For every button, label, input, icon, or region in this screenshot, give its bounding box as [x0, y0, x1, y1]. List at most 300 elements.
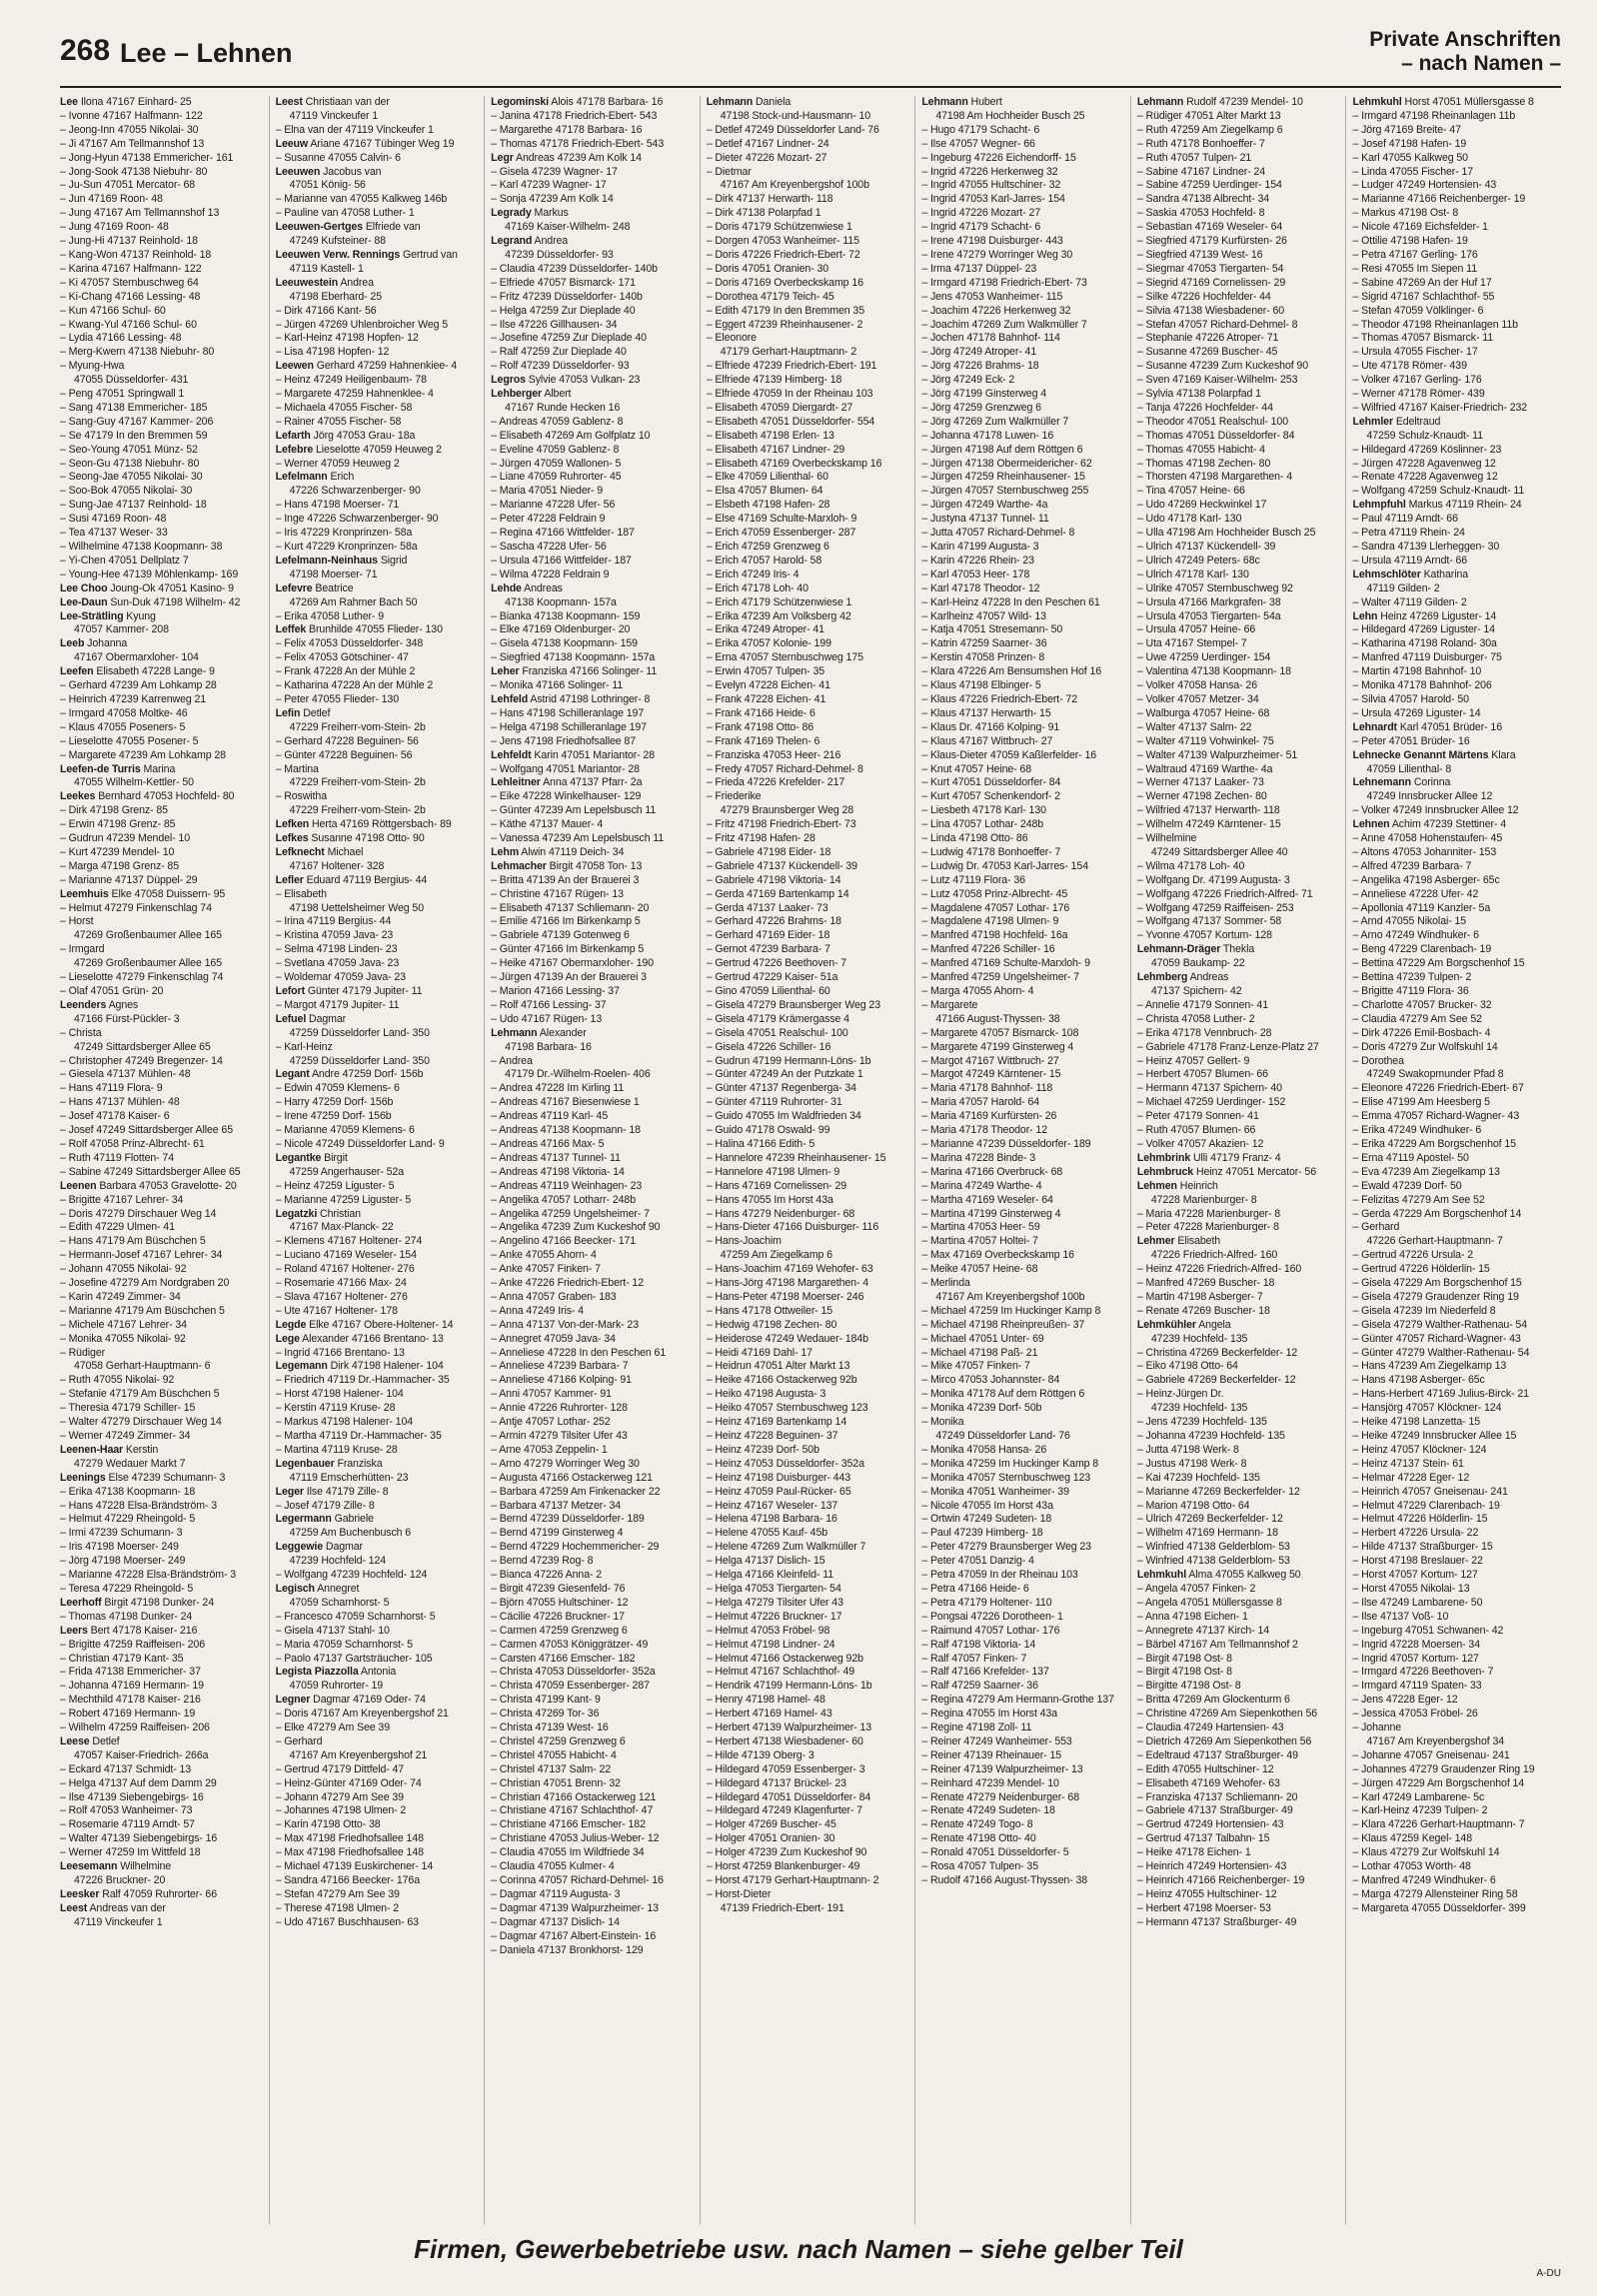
entry-text: – Wilma 47178 Loh- 40 — [1136, 859, 1245, 872]
directory-entry — [707, 1082, 909, 1096]
entry-text: – Walburga 47057 Heine- 68 — [1136, 706, 1270, 719]
entry-text: – Siegrid 47169 Cornelissen- 29 — [1136, 276, 1286, 289]
entry-text: – Kurt 47239 Mendel- 10 — [60, 845, 175, 858]
directory-entry — [707, 818, 909, 832]
entry-text: – Kai 47239 Hochfeld- 135 — [1136, 1471, 1260, 1484]
entry-text: – Erich 47249 Iris- 4 — [706, 568, 799, 580]
entry-text: – Irene 47198 Duisburger- 443 — [921, 235, 1063, 248]
directory-entry — [276, 1068, 479, 1082]
entry-text: – Sandra 47139 Llerheggen- 30 — [1352, 541, 1500, 553]
directory-entry — [1137, 888, 1340, 902]
directory-entry — [921, 569, 1124, 582]
directory-entry — [921, 1749, 1124, 1763]
directory-entry — [60, 1152, 263, 1166]
entry-text: Anna 47137 Pfarr- 2a — [543, 776, 643, 789]
entry-text: – Maria 47059 Scharnhorst- 5 — [275, 1638, 413, 1651]
entry-text: Alexander 47166 Brentano- 13 — [302, 1332, 444, 1345]
entry-text: – Gisela 47279 Graudenzer Ring 19 — [1352, 1290, 1519, 1303]
entry-text: – Peter 47228 Marienburger- 8 — [1136, 1221, 1279, 1234]
directory-entry — [60, 1194, 263, 1208]
entry-text: – Hans 47198 Moerser- 71 — [275, 499, 400, 512]
entry-text: – Elsa 47057 Blumen- 64 — [706, 485, 823, 498]
entry-text: – Jürgen 47139 An der Brauerei 3 — [491, 971, 647, 984]
directory-entry — [276, 971, 479, 985]
directory-entry — [276, 416, 479, 430]
surname: Lefarth — [275, 429, 311, 442]
directory-entry — [276, 623, 479, 637]
entry-text: – Margarete — [921, 998, 978, 1011]
entry-text: – Hans-Peter 47198 Moerser- 246 — [706, 1290, 864, 1303]
surname: Lege — [275, 1332, 300, 1345]
directory-entry — [921, 735, 1124, 749]
directory-entry — [276, 110, 479, 124]
entry-text: – Hansjörg 47057 Klöckner- 124 — [1352, 1402, 1502, 1415]
directory-entry — [276, 1791, 479, 1805]
directory-entry — [60, 1722, 263, 1735]
entry-text: – Volker 47057 Akazien- 12 — [1136, 1137, 1264, 1150]
directory-entry — [276, 1874, 479, 1888]
directory-entry — [60, 1735, 263, 1749]
directory-entry — [491, 1791, 694, 1805]
entry-text: – Karin 47199 Augusta- 3 — [921, 541, 1039, 553]
entry-text: – Irmgard 47198 Friedrich-Ebert- 73 — [921, 276, 1087, 289]
entry-text: – Erich 47178 Loh- 40 — [706, 581, 808, 594]
entry-text: Sun-Duk 47198 Wilhelm- 42 — [110, 595, 241, 608]
directory-entry — [276, 513, 479, 527]
directory-entry — [921, 1583, 1124, 1597]
entry-text: Joung-Ok 47051 Kasino- 9 — [110, 581, 234, 594]
entry-text: – Uta 47167 Stempel- 7 — [1136, 637, 1247, 650]
directory-entry — [1352, 1374, 1555, 1388]
directory-entry — [276, 1832, 479, 1846]
entry-text: 47239 Hochfeld- 135 — [1150, 1332, 1248, 1345]
directory-entry — [1352, 1653, 1555, 1667]
directory-entry — [707, 1402, 909, 1416]
directory-entry — [707, 1110, 909, 1124]
entry-text: – Volker 47058 Hansa- 26 — [1136, 679, 1257, 692]
entry-text: – Frank 47228 Eichen- 41 — [706, 692, 826, 705]
entry-text: – Martina 47119 Kruse- 28 — [275, 1443, 398, 1456]
entry-text: – Sascha 47228 Ufer- 56 — [491, 541, 607, 553]
surname: Lehmann — [1136, 96, 1184, 108]
entry-text: – Christa 47053 Düsseldorfer- 352a — [491, 1666, 656, 1679]
directory-entry — [1352, 235, 1555, 249]
directory-entry — [60, 138, 263, 152]
entry-text: – Christel 47055 Habicht- 4 — [491, 1748, 617, 1761]
entry-text: Beatrice — [315, 581, 354, 594]
entry-text: – Lutz 47119 Flora- 36 — [921, 873, 1025, 886]
directory-entry — [707, 1597, 909, 1611]
entry-text: 47249 Sittardsberger Allee 65 — [74, 1040, 211, 1053]
directory-entry — [276, 929, 479, 943]
directory-entry — [1352, 430, 1555, 444]
directory-entry — [1137, 721, 1340, 735]
entry-text: – Werner 47137 Laaker- 73 — [1136, 776, 1264, 789]
entry-text: – Anna 47137 Von-der-Mark- 23 — [491, 1318, 640, 1331]
surname: Lehmkuhl — [1136, 1569, 1187, 1582]
directory-entry — [921, 1096, 1124, 1110]
entry-text: – Helga 47137 Dislich- 15 — [706, 1555, 825, 1568]
entry-text: – Kun 47166 Schul- 60 — [60, 304, 166, 317]
directory-entry — [921, 319, 1124, 333]
directory-entry — [276, 1208, 479, 1222]
directory-entry — [1352, 1096, 1555, 1110]
directory-entry — [60, 846, 263, 860]
entry-text: – Klaus 47226 Friedrich-Ebert- 72 — [921, 692, 1078, 705]
entry-text: – Hans-Herbert 47169 Julius-Birck- 21 — [1352, 1388, 1529, 1401]
directory-entry — [1137, 346, 1340, 360]
directory-entry — [1137, 999, 1340, 1013]
directory-entry — [1137, 527, 1340, 541]
directory-entry — [1352, 1597, 1555, 1611]
entry-text: – Werner 47059 Heuweg 2 — [275, 457, 400, 470]
entry-text: Alexander — [539, 1026, 587, 1039]
directory-entry — [276, 749, 479, 763]
directory-entry — [276, 1319, 479, 1333]
directory-entry — [1352, 971, 1555, 985]
entry-text: – Gertrud 47137 Talbahn- 15 — [1136, 1832, 1270, 1845]
directory-entry — [921, 1041, 1124, 1055]
entry-text: – Jong-Hyun 47138 Emmericher- 161 — [60, 151, 234, 164]
directory-entry — [1137, 430, 1340, 444]
entry-text: – Elke 47059 Lilienthal- 60 — [706, 471, 828, 484]
directory-entry — [1137, 943, 1340, 957]
directory-entry — [921, 1639, 1124, 1653]
directory-entry — [276, 1666, 479, 1680]
entry-text: – Helmut 47226 Bruckner- 17 — [706, 1610, 842, 1623]
entry-text: – Johanna 47178 Luwen- 16 — [921, 429, 1054, 442]
directory-entry — [707, 1625, 909, 1639]
entry-text: – Hans 47179 Am Büschchen 5 — [60, 1235, 206, 1248]
directory-entry — [1137, 818, 1340, 832]
entry-text: Kerstin — [125, 1443, 159, 1456]
entry-text: – Elfriede 47057 Bismarck- 171 — [491, 276, 636, 289]
surname: Leekes — [60, 790, 96, 803]
directory-entry — [60, 402, 263, 416]
directory-entry — [276, 1235, 479, 1249]
directory-entry — [276, 569, 479, 582]
entry-text: – Peter 47228 Feldrain 9 — [491, 513, 606, 526]
directory-entry — [1137, 1846, 1340, 1860]
directory-entry — [707, 1541, 909, 1555]
entry-text: – Guido 47178 Oswald- 99 — [706, 1124, 830, 1137]
directory-entry — [276, 1430, 479, 1444]
directory-entry — [1137, 749, 1340, 763]
directory-entry — [1352, 1110, 1555, 1124]
entry-text: – Margot 47167 Wittbruch- 27 — [921, 1054, 1059, 1067]
surname: Legenbauer — [275, 1457, 335, 1470]
directory-entry — [921, 471, 1124, 485]
entry-text: – Mirco 47053 Johannster- 84 — [921, 1374, 1060, 1387]
directory-entry — [276, 1513, 479, 1527]
directory-entry — [707, 207, 909, 221]
directory-entry — [1352, 1486, 1555, 1500]
directory-entry — [1137, 1263, 1340, 1277]
directory-entry — [921, 110, 1124, 124]
entry-text: Edeltraud — [1395, 415, 1441, 428]
directory-entry — [707, 1305, 909, 1319]
entry-text: – Regina 47166 Wittfelder- 187 — [491, 527, 635, 540]
directory-entry — [707, 1124, 909, 1138]
directory-entry — [921, 1027, 1124, 1041]
directory-entry — [276, 555, 479, 569]
entry-text: – Helga 47137 Auf dem Damm 29 — [60, 1776, 217, 1789]
directory-entry — [1137, 485, 1340, 499]
entry-text: – Johanna 47169 Hermann- 19 — [60, 1680, 204, 1693]
entry-text: – Erich 47057 Harold- 58 — [706, 554, 822, 567]
entry-text: – Heinz 47259 Liguster- 5 — [275, 1179, 395, 1192]
entry-text: – Walter 47139 Siebengebirgs- 16 — [60, 1832, 218, 1845]
entry-text: – Katrin 47259 Saarner- 36 — [921, 637, 1047, 650]
entry-text: – Herbert 47057 Blumen- 66 — [1136, 1068, 1268, 1081]
entry-text: – Rüdiger 47051 Alter Markt 13 — [1136, 109, 1281, 122]
directory-entry — [60, 1068, 263, 1082]
entry-text: Klara — [1491, 748, 1516, 761]
entry-text: Ralf 47059 Ruhrorter- 66 — [102, 1887, 217, 1900]
directory-entry — [1137, 637, 1340, 651]
surname: Lefevre — [275, 581, 313, 594]
directory-entry — [707, 1388, 909, 1402]
surname: Lehmacher — [491, 859, 547, 872]
directory-entry — [1352, 846, 1555, 860]
directory-entry — [921, 1680, 1124, 1694]
entry-text: – Theodor 47051 Realschul- 100 — [1136, 415, 1289, 428]
entry-text: – Hildegard 47249 Klagenfurter- 7 — [706, 1804, 863, 1817]
directory-column — [1345, 96, 1561, 2224]
entry-text: – Ulrich 47178 Karl- 130 — [1136, 568, 1249, 580]
region-code: A-DU — [1536, 2268, 1561, 2279]
entry-text: – Gerhard 47226 Brahms- 18 — [706, 915, 841, 928]
entry-text: – Reiner 47139 Rheinauer- 15 — [921, 1748, 1062, 1761]
entry-text: – Regina 47279 Am Hermann-Grothe 137 — [921, 1694, 1114, 1707]
directory-entry — [1137, 1791, 1340, 1805]
directory-entry — [1352, 637, 1555, 651]
directory-entry — [921, 263, 1124, 277]
directory-entry — [1137, 207, 1340, 221]
entry-text: – Wolfgang 47259 Schulz-Knaudt- 11 — [1352, 485, 1525, 498]
entry-text: – Volker 47167 Gerling- 176 — [1352, 374, 1482, 387]
entry-text: – Liesbeth 47178 Karl- 130 — [921, 804, 1046, 817]
entry-text: – Nicole 47055 Im Horst 43a — [921, 1499, 1053, 1512]
directory-entry — [1137, 332, 1340, 346]
entry-text: – Heike 47198 Lanzetta- 15 — [1352, 1416, 1481, 1429]
directory-entry — [276, 596, 479, 610]
directory-entry — [921, 1110, 1124, 1124]
entry-text: – Siegfried 47139 West- 16 — [1136, 248, 1263, 261]
directory-entry — [1137, 1041, 1340, 1055]
entry-text: – Fritz 47239 Düsseldorfer- 140b — [491, 290, 643, 303]
entry-text: – Joachim 47269 Zum Walkmüller 7 — [921, 318, 1087, 331]
entry-text: – Pongsai 47226 Dorotheen- 1 — [921, 1610, 1063, 1623]
surname: Legant — [275, 1068, 310, 1081]
entry-text: Kyung — [126, 609, 156, 622]
entry-text: – Marianne van 47055 Kalkweg 146b — [275, 193, 448, 206]
entry-text: – Else 47169 Schulte-Marxloh- 9 — [706, 513, 857, 526]
entry-text: – Sung-Jae 47137 Reinhold- 18 — [60, 499, 207, 512]
page-header — [60, 26, 1561, 82]
directory-entry — [1352, 1708, 1555, 1722]
directory-entry — [491, 374, 694, 388]
entry-text: – Theresia 47179 Schiller- 15 — [60, 1402, 196, 1415]
entry-text: – Monika 47058 Hansa- 26 — [921, 1443, 1047, 1456]
entry-text: – Helena 47198 Barbara- 16 — [706, 1513, 837, 1526]
entry-text: – Ursula 47166 Markgrafen- 38 — [1136, 595, 1281, 608]
entry-text: – Dirk 47138 Polarpfad 1 — [706, 207, 821, 220]
directory-entry — [1352, 1402, 1555, 1416]
directory-entry — [60, 1374, 263, 1388]
entry-text: – Gabriele 47137 Kückendell- 39 — [706, 859, 857, 872]
entry-text: – Heinz 47239 Dorf- 50b — [706, 1443, 819, 1456]
directory-entry — [60, 1360, 263, 1374]
entry-text: – Christiane 47053 Julius-Weber- 12 — [491, 1832, 660, 1845]
directory-entry — [276, 1680, 479, 1694]
entry-text: Barbara 47053 Gravelotte- 20 — [99, 1179, 237, 1192]
entry-text: – Marianne 47259 Liguster- 5 — [275, 1193, 412, 1206]
directory-entry — [60, 1055, 263, 1069]
entry-text: – Wilhelm 47169 Hermann- 18 — [1136, 1527, 1278, 1540]
directory-entry — [1137, 1082, 1340, 1096]
entry-text: – Renate 47269 Buscher- 18 — [1136, 1304, 1270, 1317]
directory-column — [269, 96, 485, 2224]
directory-entry — [60, 1888, 263, 1902]
directory-entry — [707, 1360, 909, 1374]
entry-text: – Marga 47055 Ahorn- 4 — [921, 985, 1034, 997]
entry-text: Elisabeth — [1177, 1235, 1221, 1248]
directory-entry — [60, 1639, 263, 1653]
entry-text: Albert — [544, 388, 572, 401]
directory-entry — [921, 679, 1124, 693]
entry-text: – Jürgen 47269 Uhlenbroicher Weg 5 — [275, 318, 449, 331]
directory-entry — [60, 749, 263, 763]
directory-entry — [707, 1722, 909, 1735]
entry-text: – Ludwig 47178 Bonhoeffer- 7 — [921, 845, 1061, 858]
entry-text: – Edeltraud 47137 Straßburger- 49 — [1136, 1748, 1298, 1761]
directory-entry — [276, 1486, 479, 1500]
entry-text: – Petra 47166 Heide- 6 — [921, 1582, 1029, 1595]
directory-entry — [707, 596, 909, 610]
directory-entry — [921, 1388, 1124, 1402]
entry-text: – Irmi 47239 Schumann- 3 — [60, 1527, 183, 1540]
directory-entry — [276, 1444, 479, 1458]
directory-entry — [491, 1305, 694, 1319]
directory-entry — [707, 1194, 909, 1208]
directory-entry — [707, 846, 909, 860]
entry-text: – Jürgen 47057 Sternbuschweg 255 — [921, 485, 1089, 498]
directory-entry — [707, 929, 909, 943]
directory-entry — [276, 1916, 479, 1930]
entry-text: – Hermann 47137 Spichern- 40 — [1136, 1082, 1282, 1095]
directory-entry — [60, 569, 263, 582]
directory-entry — [1137, 874, 1340, 888]
entry-text: – Herbert 47139 Walpurzheimer- 13 — [706, 1722, 872, 1734]
entry-text: Karl 47051 Brüder- 16 — [1399, 720, 1502, 733]
directory-entry — [1137, 1360, 1340, 1374]
section-title — [1369, 28, 1561, 76]
entry-text: – Yi-Chen 47051 Dellplatz 7 — [60, 554, 189, 567]
entry-text: – Stefanie 47179 Am Büschchen 5 — [60, 1388, 220, 1401]
surname: Lefuel — [275, 1012, 307, 1025]
directory-entry — [1137, 499, 1340, 513]
entry-text: 47198 Uettelsheimer Weg 50 — [289, 901, 424, 914]
directory-entry — [276, 1749, 479, 1763]
entry-text: 47198 Am Hochheider Busch 25 — [935, 109, 1085, 122]
entry-text: – Martha 47119 Dr.-Hammacher- 35 — [275, 1430, 442, 1442]
entry-text: – Ki-Chang 47166 Lessing- 48 — [60, 290, 201, 303]
entry-text: – Heinz 47198 Duisburger- 443 — [706, 1471, 851, 1484]
entry-text: – Christa 47058 Luther- 2 — [1136, 1012, 1255, 1025]
surname: Legominski — [491, 96, 550, 108]
directory-entry — [276, 1124, 479, 1138]
entry-text: – Klaus 47055 Poseners- 5 — [60, 720, 186, 733]
entry-text: – Renate 47228 Agavenweg 12 — [1352, 471, 1498, 484]
directory-entry — [60, 623, 263, 637]
entry-text: – Jessica 47053 Fröbel- 26 — [1352, 1708, 1478, 1721]
directory-entry — [491, 1597, 694, 1611]
entry-text: – Hildegard 47059 Essenberger- 3 — [706, 1762, 865, 1775]
directory-entry — [491, 291, 694, 305]
directory-entry — [921, 790, 1124, 804]
directory-entry — [707, 235, 909, 249]
directory-entry — [921, 360, 1124, 374]
entry-text: Else 47239 Schumann- 3 — [108, 1471, 226, 1484]
directory-entry — [60, 610, 263, 624]
entry-text: – Ralf 47198 Viktoria- 14 — [921, 1638, 1036, 1651]
entry-text: – Gernot 47239 Barbara- 7 — [706, 943, 830, 956]
directory-entry — [707, 416, 909, 430]
entry-text: 47166 August-Thyssen- 38 — [935, 1012, 1060, 1025]
directory-entry — [1352, 152, 1555, 166]
entry-text: – Ki 47057 Sternbuschweg 64 — [60, 276, 199, 289]
directory-entry — [491, 1166, 694, 1180]
directory-entry — [60, 1110, 263, 1124]
directory-entry — [60, 388, 263, 402]
entry-text: 47119 Vinckeufer 1 — [289, 109, 379, 122]
surname: Lehn — [1352, 609, 1378, 622]
directory-entry — [491, 832, 694, 846]
entry-text: – Jun 47169 Roon- 48 — [60, 193, 163, 206]
directory-entry — [276, 305, 479, 319]
directory-entry — [60, 1583, 263, 1597]
directory-entry — [707, 1653, 909, 1667]
directory-entry — [60, 1430, 263, 1444]
directory-entry — [1352, 527, 1555, 541]
entry-text: – Ursula 47055 Fischer- 17 — [1352, 346, 1478, 359]
entry-text: – Paolo 47137 Gartsträucher- 105 — [275, 1652, 433, 1665]
entry-text: Achim 47239 Stettiner- 4 — [1391, 818, 1507, 831]
entry-text: – Karl-Heinz 47228 In den Peschen 61 — [921, 595, 1100, 608]
directory-entry — [491, 555, 694, 569]
directory-entry — [1352, 1500, 1555, 1514]
entry-text: – Elisabeth 47169 Wehofer- 63 — [1136, 1776, 1280, 1789]
directory-entry — [921, 179, 1124, 193]
entry-text: – Udo 47167 Rügen- 13 — [491, 1012, 603, 1025]
directory-entry — [1352, 1221, 1555, 1235]
directory-entry — [1137, 1347, 1340, 1361]
entry-text: 47229 Freiherr-vom-Stein- 2b — [289, 776, 426, 789]
directory-entry — [276, 319, 479, 333]
entry-text: – Margarete 47057 Bismarck- 108 — [921, 1026, 1079, 1039]
directory-entry — [276, 721, 479, 735]
entry-text: – Eva 47239 Am Ziegelkamp 13 — [1352, 1165, 1500, 1178]
entry-text: – Thorsten 47198 Margarethen- 4 — [1136, 471, 1293, 484]
directory-entry — [707, 1430, 909, 1444]
entry-text: 47226 Gerhart-Hauptmann- 7 — [1366, 1235, 1503, 1248]
surname: Leenings — [60, 1471, 106, 1484]
entry-text: – Annie 47226 Ruhrorter- 128 — [491, 1402, 628, 1415]
entry-text: – Sebastian 47169 Weseler- 64 — [1136, 221, 1283, 234]
directory-entry — [276, 1722, 479, 1735]
entry-text: – Edith 47055 Hultschiner- 12 — [1136, 1762, 1274, 1775]
